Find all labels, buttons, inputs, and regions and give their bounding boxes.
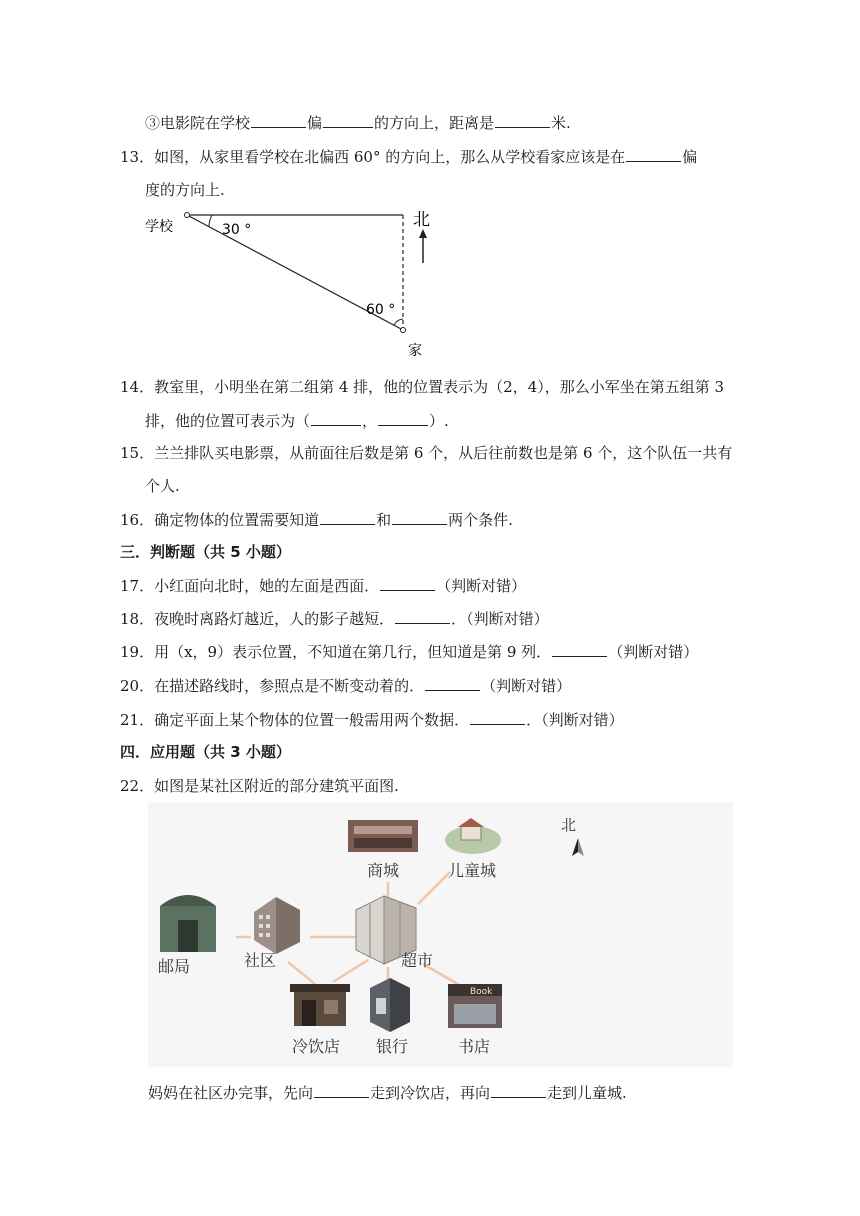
bookstore-label: 书店 [458, 1037, 491, 1056]
school-label: 学校 [145, 219, 173, 235]
q14-text: 14．教室里，小明坐在第二组第 4 排，他的位置表示为（2，4），那么小军坐在第五组第 3 [120, 378, 725, 396]
community-label: 社区 [244, 951, 277, 970]
kids-city-label: 儿童城 [448, 861, 497, 880]
bank-label: 银行 [376, 1037, 409, 1056]
q22-answer: 妈妈在社区办完事，先向 走到冷饮店，再向 走到儿童城. [148, 1084, 627, 1102]
answer-blank[interactable] [323, 112, 373, 128]
answer-blank[interactable] [378, 410, 428, 426]
q21-text: 21．确定平面上某个物体的位置一般需用两个数据． ．（判断对错） [120, 711, 624, 729]
home-label: 家 [408, 343, 422, 359]
q13-text: 13．如图，从家里看学校在北偏西 60° 的方向上，那么从学校看家应该是在 偏 [120, 148, 698, 166]
answer-blank[interactable] [392, 509, 447, 525]
answer-blank[interactable] [470, 709, 525, 725]
q16-text: 16．确定物体的位置需要知道 和 两个条件. [120, 511, 513, 529]
mall-icon [348, 820, 418, 852]
q13-text-2: 度的方向上. [145, 181, 225, 199]
q14-text-2: 排，他的位置可表示为（ ， ）. [145, 412, 449, 430]
answer-blank[interactable] [251, 112, 306, 128]
q17-text: 17．小红面向北时，她的左面是西面． （判断对错） [120, 577, 527, 595]
north-label: 北 [413, 210, 430, 230]
bookstore-sign: Book [470, 987, 493, 997]
north-label: 北 [561, 816, 577, 834]
post-office-icon [160, 895, 216, 952]
q19-text: 19．用（x，9）表示位置，不知道在第几行，但知道是第 9 列． （判断对错） [120, 643, 699, 661]
q22-text: 22．如图是某社区附近的部分建筑平面图. [120, 777, 399, 795]
angle-school-label: 30 ° [222, 222, 252, 238]
answer-blank[interactable] [626, 146, 681, 162]
mall-label: 商城 [367, 861, 400, 880]
q20-text: 20．在描述路线时，参照点是不断变动着的． （判断对错） [120, 677, 572, 695]
post-office-label: 邮局 [158, 957, 191, 976]
section-heading: 四．应用题（共 3 小题） [120, 743, 291, 761]
answer-blank[interactable] [425, 675, 480, 691]
supermarket-label: 超市 [401, 951, 434, 970]
answer-blank[interactable] [495, 112, 550, 128]
cold-drink-shop-label: 冷饮店 [292, 1037, 341, 1056]
answer-blank[interactable] [491, 1082, 546, 1098]
community-map [148, 802, 733, 1067]
answer-blank[interactable] [395, 608, 450, 624]
bank-icon [370, 978, 410, 1032]
answer-blank[interactable] [380, 575, 435, 591]
answer-blank[interactable] [552, 641, 607, 657]
answer-blank[interactable] [320, 509, 375, 525]
q15-text: 15．兰兰排队买电影票，从前面往后数是第 6 个，从后往前数也是第 6 个，这个队伍一共有 [120, 444, 733, 462]
q18-text: 18．夜晚时离路灯越近，人的影子越短． ．（判断对错） [120, 610, 549, 628]
q12-item3: ③电影院在学校 偏 的方向上，距离是 米. [145, 114, 571, 132]
q15-text-2: 个人. [145, 477, 180, 495]
answer-blank[interactable] [311, 410, 361, 426]
answer-blank[interactable] [314, 1082, 369, 1098]
section-heading: 三．判断题（共 5 小题） [120, 543, 291, 561]
angle-home-label: 60 ° [366, 302, 396, 318]
cold-drink-shop-icon [290, 984, 350, 1026]
q13-figure [140, 205, 460, 370]
